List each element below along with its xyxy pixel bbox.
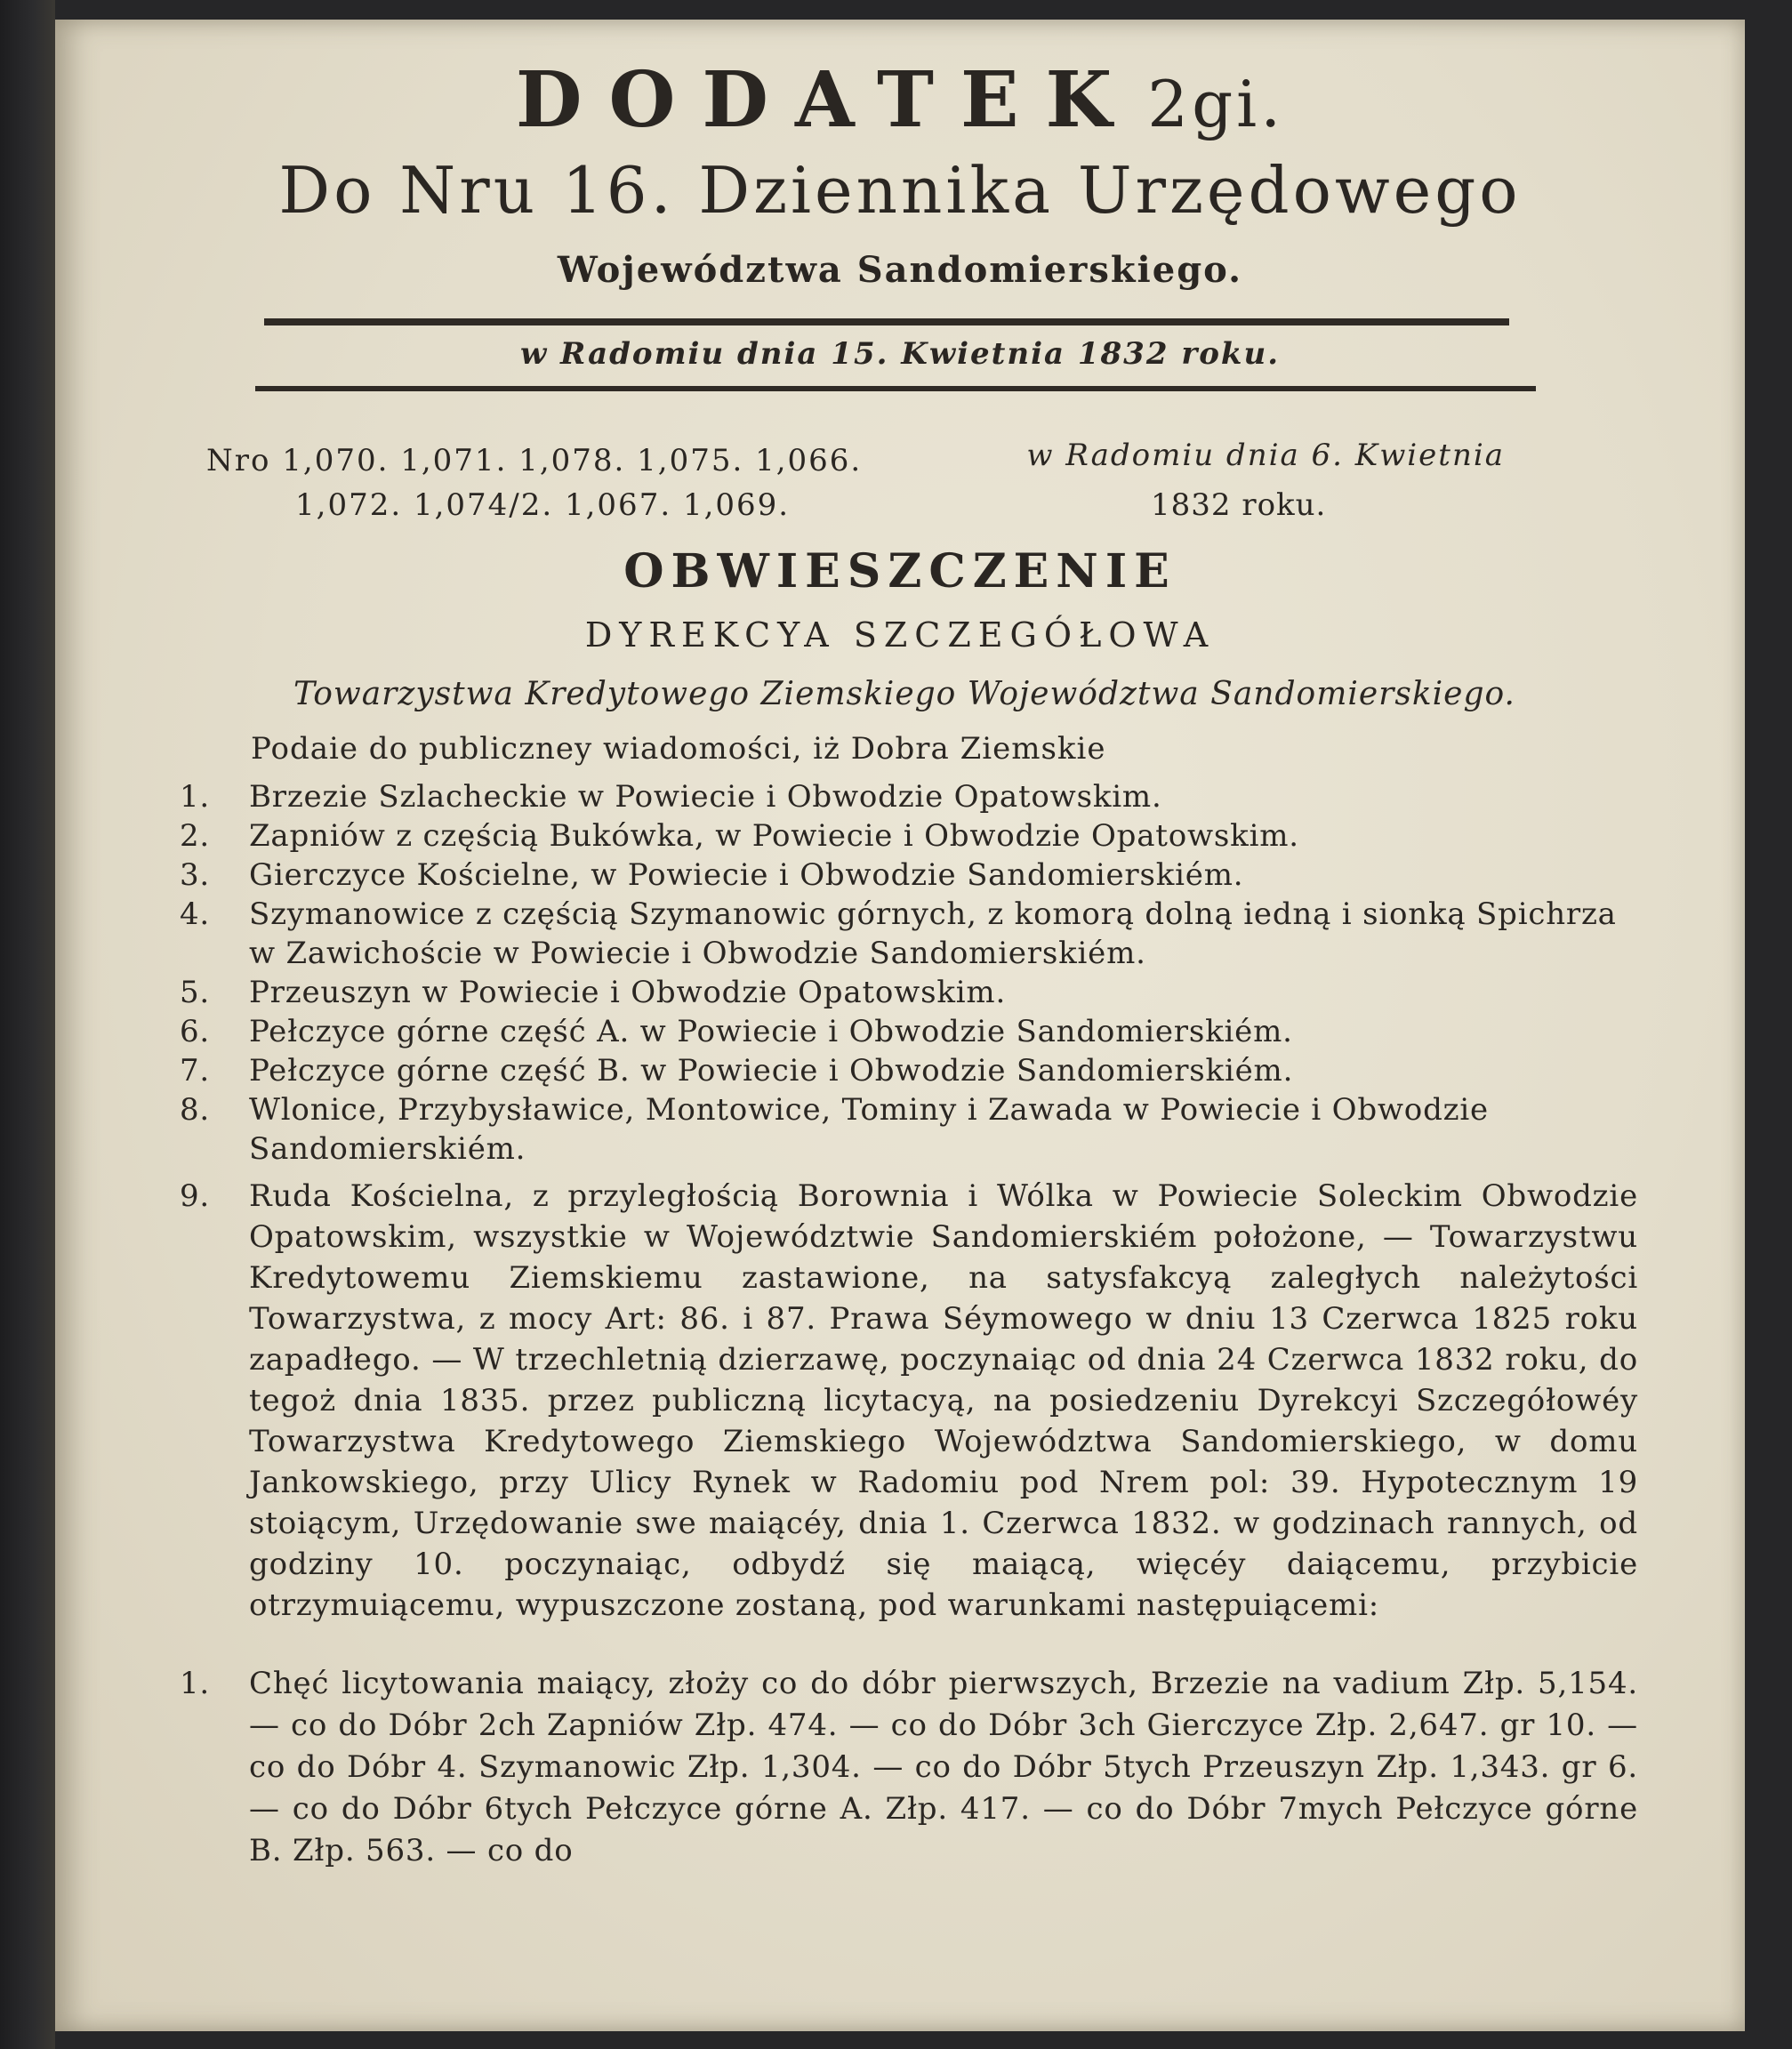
- item-text: Chęć licytowania maiący, złoży co do dóbr pierwszych, Brzezie na vadium Złp. 5,154. — co do Dóbr 2ch Zapniów Złp. 474. — co do Dóbr 3ch Gierczyce Złp. 2,647. gr 10. — co do Dóbr 4. Szymanowic Złp. 1,304. — co do Dóbr 5tych Przeuszyn Złp. 1,343. gr 6. — co do Dóbr 6tych Pełczyce górne A. Złp. 417. — co do Dóbr 7mych Pełczyce górne B. Złp. 563. — co do: [249, 1666, 1638, 1868]
- item-number: 9.: [180, 1178, 211, 1214]
- list-item: [180, 1663, 1638, 1872]
- item-text: Przeuszyn w Powiecie i Obwodzie Opatowskim.: [249, 975, 1007, 1010]
- list-item: [180, 816, 1638, 856]
- list-item: [180, 856, 1638, 895]
- list-item: [180, 1051, 1638, 1090]
- supplement-number: 2gi.: [1147, 67, 1285, 141]
- supplement-title-text: DODATEK: [515, 55, 1139, 145]
- estates-list: [180, 777, 1638, 1169]
- item-number: 6.: [180, 1014, 211, 1049]
- list-item: [180, 895, 1638, 973]
- document-page: [55, 20, 1745, 2031]
- item-number: 4.: [180, 896, 211, 932]
- item-text: Gierczyce Kościelne, w Powiecie i Obwodzie Sandomierskiém.: [249, 857, 1244, 893]
- item-number: 2.: [180, 818, 211, 854]
- item-text: Brzezie Szlacheckie w Powiecie i Obwodzie Opatowskim.: [249, 779, 1162, 815]
- item-text: Zapniów z częścią Bukówka, w Powiecie i Obwodzie Opatowskim.: [249, 818, 1299, 854]
- item-number: 7.: [180, 1053, 211, 1089]
- society-name: Towarzystwa Kredytowego Ziemskiego Województwa Sandomierskiego.: [293, 676, 1515, 712]
- issue-dateline: w Radomiu dnia 15. Kwietnia 1832 roku.: [519, 336, 1281, 372]
- place-date: w Radomiu dnia 6. Kwietnia: [1026, 438, 1505, 473]
- list-item: [180, 1012, 1638, 1051]
- reference-numbers-line1: Nro 1,070. 1,071. 1,078. 1,075. 1,066.: [206, 443, 863, 478]
- journal-title: Do Nru 16. Dziennika Urzędowego: [278, 153, 1522, 228]
- list-item: [180, 1090, 1638, 1169]
- list-item: [180, 777, 1638, 816]
- place-year: 1832 roku.: [1151, 487, 1327, 523]
- notice-subheading: DYREKCYA SZCZEGÓŁOWA: [584, 615, 1216, 655]
- reference-numbers-line2: 1,072. 1,074/2. 1,067. 1,069.: [295, 487, 791, 523]
- paragraph-9: [180, 1176, 1638, 1626]
- item-number: 1.: [180, 779, 211, 815]
- item-number: 3.: [180, 857, 211, 893]
- list-item: [180, 973, 1638, 1012]
- item-number: 5.: [180, 975, 211, 1010]
- voivodeship-title: Województwa Sandomierskiego.: [557, 249, 1243, 291]
- item-text: Pełczyce górne część B. w Powiecie i Obwodzie Sandomierskiém.: [249, 1053, 1294, 1089]
- supplement-title: [55, 55, 1745, 145]
- item-number: 1.: [180, 1666, 211, 1701]
- header-rule-top: [264, 318, 1509, 325]
- list-item: [180, 1176, 1638, 1626]
- notice-heading: OBWIESZCZENIE: [623, 544, 1177, 599]
- item-text: Pełczyce górne część A. w Powiecie i Obwodzie Sandomierskiém.: [249, 1014, 1293, 1049]
- header-rule-bottom: [255, 386, 1536, 391]
- item-text: Ruda Kościelna, z przyległością Borownia i Wólka w Powiecie Soleckim Obwodzie Opatowskim, wszystkie w Województwie Sandomierskiém położone, — Towarzystwu Kredytowemu Ziemskiemu zastawione, na satysfakcyą zaległych należytości Towarzystwa, z mocy Art: 86. i 87. Prawa Séymowego w dniu 13 Czerwca 1825 roku zapadłego. — W trzechletnią dzierzawę, poczynaiąc od dnia 24 Czerwca 1832 roku, do tegoż dnia 1835. przez publiczną licytacyą, na posiedzeniu Dyrekcyi Szczegółowéy Towarzystwa Kredytowego Ziemskiego Województwa Sandomierskiego, w domu Jankowskiego, przy Ulicy Rynek w Radomiu pod Nrem pol: 39. Hypotecznym 19 stoiącym, Urzędowanie swe maiącéy, dnia 1. Czerwca 1832. w godzinach rannych, od godziny 10. poczynaiąc, odbydź się maiącą, więcéy daiącemu, przybicie otrzymuiącemu, wypuszczone zostaną, pod warunkami następuiącemi:: [249, 1178, 1638, 1623]
- item-text: Wlonice, Przybysławice, Montowice, Tominy i Zawada w Powiecie i Obwodzie Sandomierskiém.: [249, 1092, 1489, 1167]
- condition-1: [180, 1663, 1638, 1872]
- item-text: Szymanowice z częścią Szymanowic górnych, z komorą dolną iedną i sionką Spichrza w Zawichoście w Powiecie i Obwodzie Sandomierskiém.: [249, 896, 1617, 971]
- item-number: 8.: [180, 1092, 211, 1128]
- book-binding: [0, 0, 55, 2049]
- notice-intro: Podaie do publiczney wiadomości, iż Dobra Ziemskie: [251, 731, 1106, 767]
